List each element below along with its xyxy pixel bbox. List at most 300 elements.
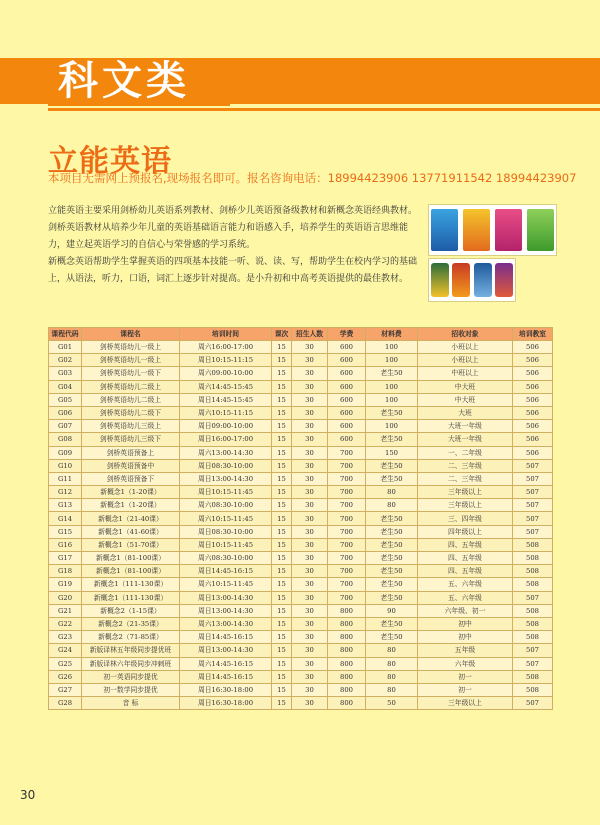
table-cell: 80	[366, 499, 418, 512]
table-cell: 700	[328, 499, 366, 512]
table-cell: 507	[513, 591, 553, 604]
table-cell: G27	[49, 683, 82, 696]
table-row	[49, 657, 553, 670]
table-cell: 508	[513, 565, 553, 578]
table-cell: 15	[272, 367, 292, 380]
table-cell: 新版译林六年级同步冲刺班	[82, 657, 180, 670]
book-cover	[474, 263, 492, 297]
table-cell: 剑桥英语幼儿一级下	[82, 367, 180, 380]
table-cell: 周六09:00-10:00	[180, 367, 272, 380]
table-cell: 508	[513, 670, 553, 683]
book-cover	[495, 263, 513, 297]
table-cell: 80	[366, 670, 418, 683]
table-cell: 新概念1（1-20课）	[82, 499, 180, 512]
table-cell: 新概念2（21-35课）	[82, 617, 180, 630]
table-cell: 15	[272, 446, 292, 459]
table-cell: 新概念1（1-20课）	[82, 486, 180, 499]
table-cell: G09	[49, 446, 82, 459]
table-row	[49, 670, 553, 683]
table-cell: 剑桥英语幼儿二级上	[82, 393, 180, 406]
table-row	[49, 604, 553, 617]
table-cell: 剑桥英语幼儿三级上	[82, 420, 180, 433]
table-cell: 15	[272, 683, 292, 696]
table-row	[49, 591, 553, 604]
table-cell: 507	[513, 697, 553, 710]
column-header: 学费	[328, 328, 366, 341]
table-cell: 周日10:15-11:45	[180, 538, 272, 551]
table-cell: 老生50	[366, 631, 418, 644]
table-cell: 周六10:15-11:45	[180, 512, 272, 525]
intro-paragraph-1: 立能英语主要采用剑桥幼儿英语系列教材、剑桥少儿英语预备级教材和新概念英语经典教材。剑桥英语教材从培养少年儿童的英语基础语言能力和语感入手，培养学生的英语语言思维能力，建立起英语学习的自信心与荣誉感的学习系统。	[48, 206, 418, 250]
table-cell: G25	[49, 657, 82, 670]
table-cell: 30	[292, 697, 328, 710]
table-cell: 六年级	[418, 657, 513, 670]
registration-info: 本项目无需网上预报名,现场报名即可。报名咨询电话：18994423906 13771911542 18994423907	[48, 171, 577, 185]
table-cell: G16	[49, 538, 82, 551]
table-cell: 800	[328, 657, 366, 670]
table-cell: 周六08:30-10:00	[180, 499, 272, 512]
table-cell: 30	[292, 446, 328, 459]
table-row	[49, 617, 553, 630]
table-cell: 80	[366, 657, 418, 670]
column-header: 招生人数	[292, 328, 328, 341]
table-cell: 初一数学同步提优	[82, 683, 180, 696]
table-cell: 四年级以上	[418, 525, 513, 538]
table-cell: 800	[328, 617, 366, 630]
table-row	[49, 486, 553, 499]
table-cell: 15	[272, 393, 292, 406]
table-cell: 506	[513, 446, 553, 459]
table-cell: G20	[49, 591, 82, 604]
table-cell: 30	[292, 565, 328, 578]
table-cell: 100	[366, 380, 418, 393]
table-cell: 新概念1（81-100课）	[82, 552, 180, 565]
table-cell: 周日14:45-16:15	[180, 670, 272, 683]
table-cell: 三、四年级	[418, 512, 513, 525]
table-cell: G06	[49, 406, 82, 419]
table-cell: 周日16:30-18:00	[180, 683, 272, 696]
table-cell: 30	[292, 644, 328, 657]
table-cell: 周六16:00-17:00	[180, 341, 272, 354]
table-cell: 15	[272, 644, 292, 657]
table-cell: 周六14:45-16:15	[180, 657, 272, 670]
table-cell: 507	[513, 499, 553, 512]
table-cell: 15	[272, 657, 292, 670]
table-row	[49, 697, 553, 710]
table-cell: 507	[513, 459, 553, 472]
table-cell: G02	[49, 354, 82, 367]
table-cell: 三年级以上	[418, 499, 513, 512]
column-header: 材料费	[366, 328, 418, 341]
table-cell: 周日10:15-11:15	[180, 354, 272, 367]
table-cell: G03	[49, 367, 82, 380]
table-cell: 初一英语同步提优	[82, 670, 180, 683]
table-cell: 30	[292, 683, 328, 696]
table-cell: 507	[513, 512, 553, 525]
table-cell: 700	[328, 538, 366, 551]
table-cell: G01	[49, 341, 82, 354]
table-cell: 周日13:00-14:30	[180, 472, 272, 485]
book-cover	[431, 209, 458, 251]
table-cell: 15	[272, 512, 292, 525]
table-cell: 100	[366, 393, 418, 406]
table-cell: 15	[272, 459, 292, 472]
table-cell: 初一	[418, 670, 513, 683]
table-cell: 508	[513, 617, 553, 630]
table-cell: 800	[328, 604, 366, 617]
table-cell: 大班	[418, 406, 513, 419]
table-cell: 新概念1（51-70课）	[82, 538, 180, 551]
table-cell: 初中	[418, 631, 513, 644]
table-cell: G12	[49, 486, 82, 499]
table-body	[49, 341, 553, 710]
table-cell: 老生50	[366, 617, 418, 630]
table-cell: 50	[366, 697, 418, 710]
table-cell: 周日14:45-15:45	[180, 393, 272, 406]
table-row	[49, 472, 553, 485]
table-cell: 507	[513, 525, 553, 538]
table-row	[49, 525, 553, 538]
table-row	[49, 565, 553, 578]
table-cell: 15	[272, 697, 292, 710]
table-cell: 30	[292, 670, 328, 683]
table-cell: 800	[328, 683, 366, 696]
table-cell: 15	[272, 472, 292, 485]
table-cell: 周日13:00-14:30	[180, 604, 272, 617]
table-cell: 506	[513, 354, 553, 367]
table-cell: 508	[513, 631, 553, 644]
table-row	[49, 406, 553, 419]
table-cell: 15	[272, 380, 292, 393]
table-cell: G19	[49, 578, 82, 591]
course-schedule-table	[48, 327, 553, 710]
column-header: 招收对象	[418, 328, 513, 341]
table-row	[49, 512, 553, 525]
top-strip	[0, 0, 600, 58]
table-cell: 30	[292, 393, 328, 406]
table-cell: 五、六年级	[418, 591, 513, 604]
column-header: 培训教室	[513, 328, 553, 341]
table-cell: 700	[328, 512, 366, 525]
table-cell: 15	[272, 565, 292, 578]
table-cell: 老生50	[366, 525, 418, 538]
table-cell: 700	[328, 459, 366, 472]
table-cell: 新概念1（111-130课）	[82, 591, 180, 604]
table-cell: 508	[513, 538, 553, 551]
table-cell: 30	[292, 354, 328, 367]
table-header-row	[49, 328, 553, 341]
table-cell: 800	[328, 670, 366, 683]
table-cell: 小班以上	[418, 341, 513, 354]
table-cell: G21	[49, 604, 82, 617]
table-cell: 大班一年级	[418, 420, 513, 433]
table-cell: 30	[292, 591, 328, 604]
table-cell: 新概念1（81-100课）	[82, 565, 180, 578]
table-cell: 100	[366, 420, 418, 433]
table-cell: 15	[272, 591, 292, 604]
table-cell: 15	[272, 499, 292, 512]
table-cell: 30	[292, 499, 328, 512]
table-cell: 老生50	[366, 367, 418, 380]
table-cell: 506	[513, 433, 553, 446]
table-cell: 30	[292, 512, 328, 525]
table-cell: 30	[292, 380, 328, 393]
table-cell: 新概念2（71-85课）	[82, 631, 180, 644]
table-cell: G17	[49, 552, 82, 565]
table-cell: 剑桥英语幼儿一级上	[82, 341, 180, 354]
table-cell: 150	[366, 446, 418, 459]
table-row	[49, 341, 553, 354]
table-cell: 四、五年级	[418, 565, 513, 578]
table-cell: 五、六年级	[418, 578, 513, 591]
table-cell: G15	[49, 525, 82, 538]
table-cell: 周六13:00-14:30	[180, 617, 272, 630]
table-cell: 700	[328, 565, 366, 578]
table-cell: 剑桥英语预备下	[82, 472, 180, 485]
table-cell: 新概念2（1-15课）	[82, 604, 180, 617]
table-cell: G11	[49, 472, 82, 485]
table-cell: 700	[328, 446, 366, 459]
table-cell: 初一	[418, 683, 513, 696]
table-cell: 508	[513, 683, 553, 696]
table-row	[49, 683, 553, 696]
column-header: 培训时间	[180, 328, 272, 341]
table-row	[49, 499, 553, 512]
column-header: 课次	[272, 328, 292, 341]
table-cell: 剑桥英语预备上	[82, 446, 180, 459]
table-cell: 四、五年级	[418, 538, 513, 551]
table-cell: 15	[272, 420, 292, 433]
table-cell: 剑桥英语预备中	[82, 459, 180, 472]
table-row	[49, 578, 553, 591]
table-cell: 30	[292, 525, 328, 538]
table-cell: 周日14:45-16:15	[180, 631, 272, 644]
table-cell: 600	[328, 367, 366, 380]
table-cell: 15	[272, 486, 292, 499]
table-cell: 中大班	[418, 380, 513, 393]
table-cell: 30	[292, 604, 328, 617]
table-cell: 15	[272, 406, 292, 419]
book-cover	[431, 263, 449, 297]
table-cell: 700	[328, 591, 366, 604]
table-row	[49, 393, 553, 406]
table-cell: 100	[366, 341, 418, 354]
book-cover	[495, 209, 522, 251]
table-cell: G28	[49, 697, 82, 710]
table-cell: 30	[292, 631, 328, 644]
table-cell: 506	[513, 341, 553, 354]
table-row	[49, 459, 553, 472]
table-cell: 15	[272, 552, 292, 565]
table-cell: 15	[272, 354, 292, 367]
table-cell: 老生50	[366, 472, 418, 485]
table-cell: 30	[292, 341, 328, 354]
table-cell: 506	[513, 393, 553, 406]
table-cell: 周六10:15-11:45	[180, 578, 272, 591]
table-row	[49, 367, 553, 380]
table-cell: 600	[328, 406, 366, 419]
table-cell: 30	[292, 367, 328, 380]
table-cell: 剑桥英语幼儿二级下	[82, 406, 180, 419]
table-cell: 五年级	[418, 644, 513, 657]
table-cell: 600	[328, 420, 366, 433]
table-cell: 30	[292, 459, 328, 472]
page-number: 30	[20, 788, 36, 802]
table-cell: 30	[292, 472, 328, 485]
table-cell: 506	[513, 380, 553, 393]
table-cell: 600	[328, 380, 366, 393]
table-cell: 新版译林五年级同步提优班	[82, 644, 180, 657]
table-cell: 周日13:00-14:30	[180, 591, 272, 604]
table-row	[49, 380, 553, 393]
textbook-image-cambridge	[428, 204, 557, 256]
table-cell: 600	[328, 341, 366, 354]
table-cell: 507	[513, 644, 553, 657]
table-cell: 15	[272, 341, 292, 354]
table-cell: 700	[328, 472, 366, 485]
table-cell: 15	[272, 617, 292, 630]
table-cell: 30	[292, 552, 328, 565]
table-cell: G10	[49, 459, 82, 472]
banner-title: 科文类	[58, 58, 190, 104]
table-cell: 老生50	[366, 433, 418, 446]
category-banner	[0, 58, 600, 104]
table-row	[49, 420, 553, 433]
table-cell: 老生50	[366, 406, 418, 419]
textbook-image-new-concept	[428, 258, 516, 302]
table-cell: 周六10:15-11:15	[180, 406, 272, 419]
table-cell: G23	[49, 631, 82, 644]
book-cover	[463, 209, 490, 251]
table-cell: 周六08:30-10:00	[180, 552, 272, 565]
table-cell: 周六13:00-14:30	[180, 446, 272, 459]
table-cell: 600	[328, 433, 366, 446]
table-cell: 老生50	[366, 552, 418, 565]
table-cell: 老生50	[366, 578, 418, 591]
table-cell: 700	[328, 525, 366, 538]
table-cell: 506	[513, 420, 553, 433]
table-cell: 80	[366, 644, 418, 657]
table-cell: 新概念1（111-130课）	[82, 578, 180, 591]
table-cell: 剑桥英语幼儿一级上	[82, 354, 180, 367]
book-cover	[452, 263, 470, 297]
table-cell: G07	[49, 420, 82, 433]
table-cell: 周日08:30-10:00	[180, 525, 272, 538]
table-cell: 一、二年级	[418, 446, 513, 459]
table-cell: 剑桥英语幼儿三级下	[82, 433, 180, 446]
table-cell: 800	[328, 644, 366, 657]
column-header: 课程名	[82, 328, 180, 341]
table-cell: G14	[49, 512, 82, 525]
table-cell: 三年级以上	[418, 486, 513, 499]
section-title: 立能英语	[48, 144, 172, 179]
table-cell: 508	[513, 604, 553, 617]
table-row	[49, 354, 553, 367]
table-row	[49, 433, 553, 446]
table-cell: 周日16:00-17:00	[180, 433, 272, 446]
table-cell: 700	[328, 552, 366, 565]
table-cell: 剑桥英语幼儿二级上	[82, 380, 180, 393]
table-cell: 507	[513, 657, 553, 670]
table-cell: 周六14:45-15:45	[180, 380, 272, 393]
table-cell: 506	[513, 406, 553, 419]
table-cell: 80	[366, 683, 418, 696]
table-cell: 15	[272, 538, 292, 551]
table-cell: 周日09:00-10:00	[180, 420, 272, 433]
table-cell: 二、三年级	[418, 472, 513, 485]
table-cell: 30	[292, 420, 328, 433]
table-cell: 508	[513, 552, 553, 565]
table-cell: 周日13:00-14:30	[180, 644, 272, 657]
table-cell: 508	[513, 578, 553, 591]
table-cell: 15	[272, 525, 292, 538]
table-cell: 100	[366, 354, 418, 367]
table-cell: 15	[272, 631, 292, 644]
table-cell: 新概念1（41-60课）	[82, 525, 180, 538]
table-cell: G05	[49, 393, 82, 406]
table-cell: 700	[328, 486, 366, 499]
table-row	[49, 631, 553, 644]
table-cell: 老生50	[366, 538, 418, 551]
table-cell: 600	[328, 393, 366, 406]
table-cell: 507	[513, 472, 553, 485]
table-cell: 30	[292, 538, 328, 551]
table-cell: 小班以上	[418, 354, 513, 367]
table-cell: 大班一年级	[418, 433, 513, 446]
table-cell: 六年级、初一	[418, 604, 513, 617]
table-cell: 15	[272, 604, 292, 617]
book-cover	[527, 209, 554, 251]
table-cell: G22	[49, 617, 82, 630]
table-cell: 中班以上	[418, 367, 513, 380]
table-cell: 800	[328, 697, 366, 710]
table-cell: 507	[513, 486, 553, 499]
table-cell: 周日08:30-10:00	[180, 459, 272, 472]
table-cell: 15	[272, 578, 292, 591]
table-cell: 周日14:45-16:15	[180, 565, 272, 578]
table-cell: 30	[292, 486, 328, 499]
table-cell: 初中	[418, 617, 513, 630]
table-cell: 二、三年级	[418, 459, 513, 472]
table-cell: 700	[328, 578, 366, 591]
table-cell: 30	[292, 406, 328, 419]
table-cell: 老生50	[366, 591, 418, 604]
table-cell: G13	[49, 499, 82, 512]
intro-paragraph-2: 新概念英语帮助学生掌握英语的四项基本技能一听、说、读、写，帮助学生在校内学习的基础上，从语法，听力，口语，词汇上逐步针对提高。是小升初和中高考英语提供的最佳教材。	[48, 257, 418, 284]
table-cell: 506	[513, 367, 553, 380]
table-cell: 老生50	[366, 459, 418, 472]
table-cell: 新概念1（21-40课）	[82, 512, 180, 525]
table-cell: G18	[49, 565, 82, 578]
table-cell: 30	[292, 657, 328, 670]
table-cell: 周日16:30-18:00	[180, 697, 272, 710]
table-row	[49, 446, 553, 459]
table-cell: 四、五年级	[418, 552, 513, 565]
table-cell: 30	[292, 578, 328, 591]
table-cell: 周日10:15-11:45	[180, 486, 272, 499]
table-cell: 中大班	[418, 393, 513, 406]
table-cell: 80	[366, 486, 418, 499]
table-cell: 800	[328, 631, 366, 644]
table-cell: 三年级以上	[418, 697, 513, 710]
table-cell: 30	[292, 433, 328, 446]
table-row	[49, 552, 553, 565]
divider	[48, 108, 600, 111]
table-row	[49, 538, 553, 551]
table-cell: 15	[272, 670, 292, 683]
table-cell: 老生50	[366, 512, 418, 525]
table-cell: G08	[49, 433, 82, 446]
